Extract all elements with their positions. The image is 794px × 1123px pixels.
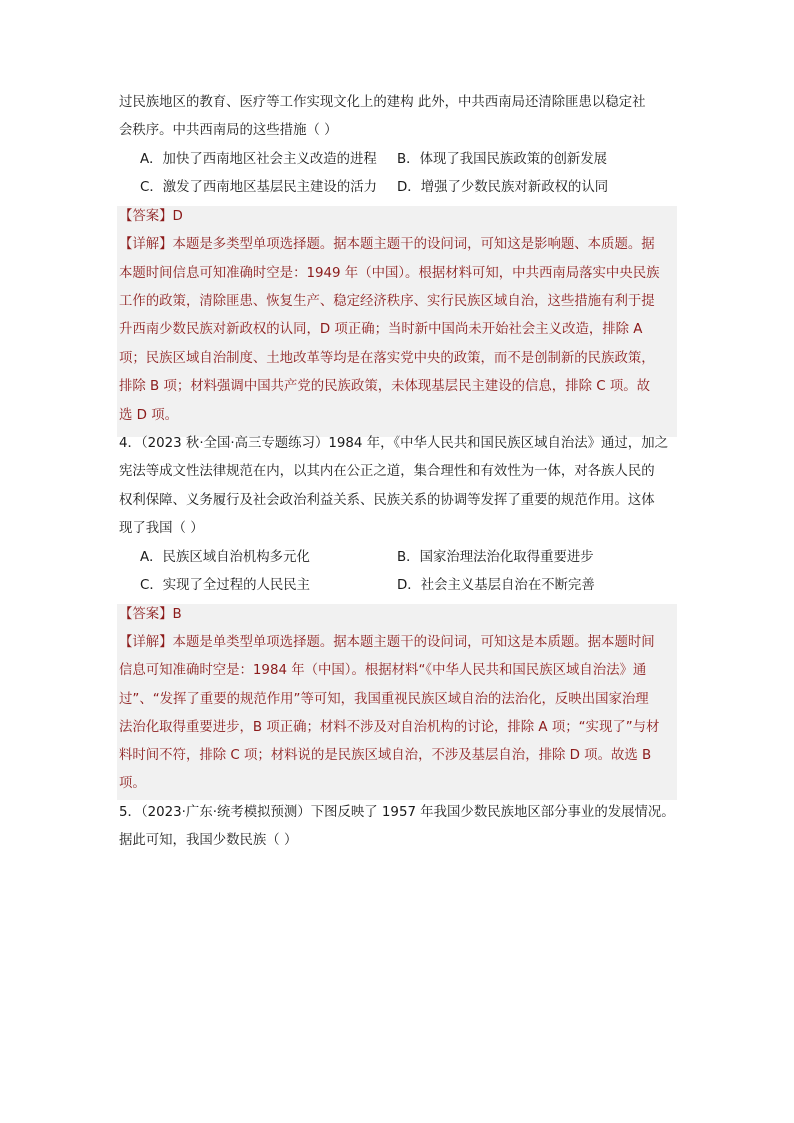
q4-stem-line-3: 权利保障、义务履行及社会政治利益关系、民族关系的协调等发挥了重要的规范作用。这体 <box>119 493 655 508</box>
q5-stem-line-2: 据此可知，我国少数民族（ ） <box>119 833 298 848</box>
q4-stem-line-1: 4．（2023 秋·全国·高三专题练习）1984 年，《中华人民共和国民族区域自治法》通过，加之 <box>119 436 668 451</box>
q4-analysis-line-5: 料时间不符，排除 C 项；材料说的是民族区域自治，不涉及基层自治，排除 D 项。故选 B <box>119 748 652 763</box>
q3-analysis-line-5: 项；民族区域自治制度、土地改革等均是在落实党中央的政策，而不是创制新的民族政策， <box>119 351 655 366</box>
q4-analysis-line-1: 【详解】本题是单类型单项选择题。据本题主题干的设问词，可知这是本质题。据本题时间 <box>119 635 655 650</box>
q3-analysis-line-2: 本题时间信息可知准确时空是：1949 年（中国）。根据材料可知，中共西南局落实中央民族 <box>119 266 660 281</box>
q4-option-b: B．国家治理法治化取得重要进步 <box>397 550 594 565</box>
q4-analysis-line-3: 过”、“发挥了重要的规范作用”等可知，我国重视民族区域自治的法治化，反映出国家治理 <box>119 692 649 707</box>
q3-analysis-line-1: 【详解】本题是多类型单项选择题。据本题主题干的设问词，可知这是影响题、本质题。据 <box>119 237 655 252</box>
q3-analysis-line-3: 工作的政策，清除匪患、恢复生产、稳定经济秩序、实行民族区域自治，这些措施有利于提 <box>119 294 655 309</box>
q4-option-a: A．民族区域自治机构多元化 <box>140 550 310 565</box>
q4-option-c: C．实现了全过程的人民民主 <box>140 578 311 593</box>
q4-analysis-line-2: 信息可知准确时空是：1984 年（中国）。根据材料“《中华人民共和国民族区域自治法》通 <box>119 663 647 678</box>
q4-stem-line-4: 现了我国（ ） <box>119 521 204 536</box>
q4-analysis-line-4: 法治化取得重要进步，B 项正确；材料不涉及对自治机构的讨论，排除 A 项；“实现了”与材 <box>119 720 660 735</box>
q3-analysis-line-4: 升西南少数民族对新政权的认同，D 项正确；当时新中国尚未开始社会主义改造，排除 A <box>119 322 643 337</box>
q5-stem-line-1: 5．（2023·广东·统考模拟预测）下图反映了 1957 年我国少数民族地区部分事业的发展情况。 <box>119 805 675 820</box>
q3-stem-line-1: 过民族地区的教育、医疗等工作实现文化上的建构 此外，中共西南局还清除匪患以稳定社 <box>119 95 646 110</box>
q3-analysis-line-7: 选 D 项。 <box>119 408 178 423</box>
q3-option-a: A．加快了西南地区社会主义改造的进程 <box>140 152 377 167</box>
q3-stem-line-2: 会秩序。中共西南局的这些措施（ ） <box>119 123 338 138</box>
q4-answer: 【答案】B <box>119 607 182 622</box>
q3-option-c: C．激发了西南地区基层民主建设的活力 <box>140 180 377 195</box>
q3-option-b: B．体现了我国民族政策的创新发展 <box>397 152 608 167</box>
q4-analysis-line-6: 项。 <box>119 776 146 791</box>
q4-stem-line-2: 宪法等成文性法律规范在内，以其内在公正之道，集合理性和有效性为一体，对各族人民的 <box>119 464 655 479</box>
q3-answer: 【答案】D <box>119 209 183 224</box>
q3-option-d: D．增强了少数民族对新政权的认同 <box>397 180 609 195</box>
q3-analysis-line-6: 排除 B 项；材料强调中国共产党的民族政策，未体现基层民主建设的信息，排除 C 项。故 <box>119 379 651 394</box>
q4-option-d: D．社会主义基层自治在不断完善 <box>397 578 595 593</box>
